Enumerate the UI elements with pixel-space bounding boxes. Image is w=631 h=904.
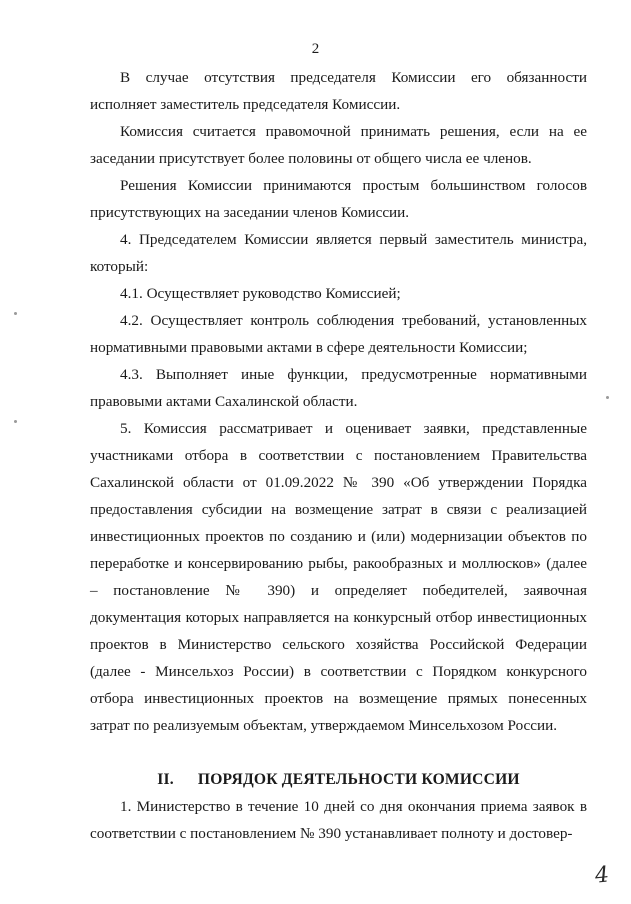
handwritten-page-note: 4 xyxy=(593,862,611,889)
paragraph-section-2-item-1: 1. Министерство в течение 10 дней со дня окончания приема заявок в соответствии с постановлением № 390 устанавливает полноту и достовер- xyxy=(90,798,587,842)
paragraph-decisions: Решения Комиссии принимаются простым большинством голосов присутствующих на заседании членов Комиссии. xyxy=(90,177,587,221)
paragraph-item-4: 4. Председателем Комиссии является первый заместитель министра, который: xyxy=(90,231,587,275)
scan-speck xyxy=(14,420,17,423)
paragraph-deputy-chair: В случае отсутствия председателя Комиссии его обязанности исполняет заместитель председателя Комиссии. xyxy=(90,69,587,113)
section-number: II. xyxy=(157,771,174,788)
document-body xyxy=(90,64,587,847)
paragraph-item-5: 5. Комиссия рассматривает и оценивает заявки, представленные участниками отбора в соответствии с постановлением Правительства Сахалинской области от 01.09.2022 № 390 «Об утверждении Порядка предоставления субсидии на возмещение затрат в связи с реализацией инвестиционных проектов по созданию и (или) модернизации объектов по переработке и консервированию рыбы, ракообразных и моллюсков» (далее – постановление № 390) и определяет победителей, заявочная документация которых направляется на конкурсный отбор инвестиционных проектов в Министерство сельского хозяйства Российской Федерации (далее - Минсельхоз России) в соответствии с Порядком конкурсного отбора инвестиционных проектов на возмещение прямых понесенных затрат по реализуемым объектам, утверждаемом Минсельхозом России. xyxy=(90,420,587,734)
paragraph-quorum: Комиссия считается правомочной принимать решения, если на ее заседании присутствует более половины от общего числа ее членов. xyxy=(90,123,587,167)
section-heading xyxy=(90,766,587,793)
section-title: ПОРЯДОК ДЕЯТЕЛЬНОСТИ КОМИССИИ xyxy=(197,771,520,788)
paragraph-item-4-1: 4.1. Осуществляет руководство Комиссией; xyxy=(120,285,401,302)
page-number: 2 xyxy=(311,41,320,57)
scan-speck xyxy=(606,396,609,399)
section-spacer xyxy=(90,739,587,766)
paragraph-item-4-3: 4.3. Выполняет иные функции, предусмотренные нормативными правовыми актами Сахалинской области. xyxy=(90,366,587,410)
paragraph-item-4-2: 4.2. Осуществляет контроль соблюдения требований, установленных нормативными правовыми актами в сфере деятельности Комиссии; xyxy=(90,312,587,356)
scan-speck xyxy=(14,312,17,315)
